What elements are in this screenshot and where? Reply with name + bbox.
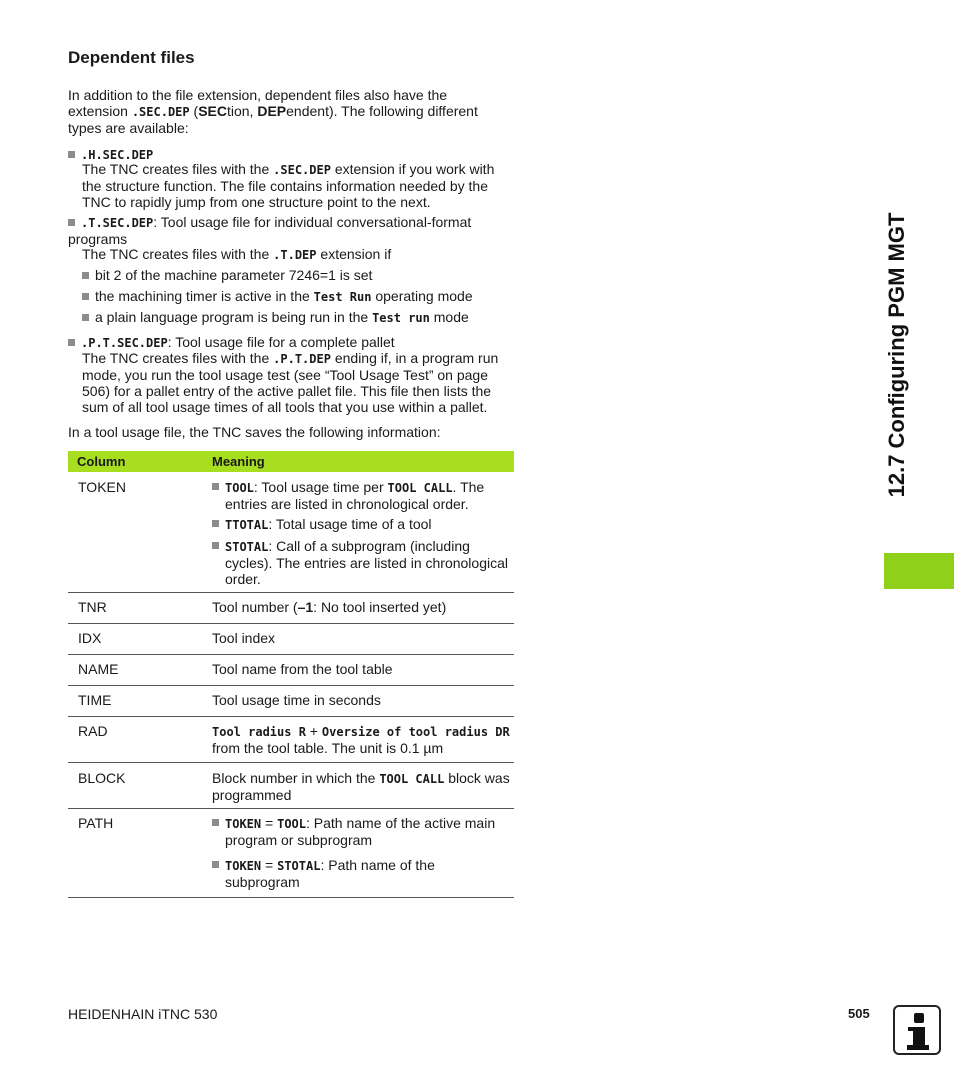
table-row: [68, 472, 514, 593]
cell-code: TOOL: [225, 481, 254, 495]
cell-text: : Path name of the active main program or subprogram: [225, 815, 496, 848]
bullet-square-icon: [68, 339, 75, 346]
bullet-square-icon: [68, 219, 75, 226]
list-item-p-t-sec: [68, 334, 395, 351]
cell-code: TOOL CALL: [387, 481, 453, 495]
intro-sec: SEC: [198, 103, 227, 119]
item-code: .T.DEP: [273, 248, 317, 262]
table-row: [68, 593, 514, 624]
meaning-bullet: [212, 857, 512, 890]
intro-paragraph: [68, 87, 508, 136]
cell-meaning: [212, 770, 512, 803]
bullet-square-icon: [212, 483, 219, 490]
cell-text: Block number in which the: [212, 770, 380, 786]
item-code: .P.T.DEP: [273, 352, 331, 366]
cell-text: from the tool table. The unit is 0.1 µm: [212, 740, 444, 756]
page-number: 505: [848, 1006, 870, 1021]
intro-text: endent). The following different types are available:: [68, 103, 478, 136]
cell-meaning: Tool name from the tool table: [212, 661, 393, 677]
sub-list-item: [82, 288, 473, 305]
cell-text: : Call of a subprogram (including cycles). The entries are listed in chronological order.: [225, 538, 508, 587]
cell-text: : Path name of the subprogram: [225, 857, 435, 890]
sub-list-item: [82, 267, 372, 283]
item-text: The TNC creates files with the: [82, 161, 274, 177]
cell-text: block was programmed: [212, 770, 510, 803]
cell-meaning: [212, 723, 512, 756]
intro-text: In addition to the file extension, dependent files also have the extension: [68, 87, 448, 119]
item-text: The TNC creates files with the: [82, 246, 274, 262]
cell-code: TOKEN: [225, 859, 262, 873]
item-text: The TNC creates files with the: [82, 350, 274, 366]
sub-item-code: Test run: [372, 311, 430, 325]
cell-text: =: [261, 857, 278, 873]
bullet-square-icon: [212, 861, 219, 868]
cell-code: Tool radius R: [212, 725, 306, 739]
cell-text: : Tool usage time per: [253, 479, 388, 495]
cell-text: : No tool inserted yet): [313, 599, 447, 615]
bullet-square-icon: [212, 542, 219, 549]
cell-text: Tool number (: [212, 599, 298, 615]
header-meaning: Meaning: [212, 453, 265, 469]
cell-code: Oversize of tool radius DR: [321, 725, 510, 739]
intro-text: (: [189, 103, 199, 119]
intro-code: .SEC.DEP: [131, 105, 190, 119]
chapter-tab-marker: [884, 553, 954, 589]
cell-meaning: [212, 599, 512, 615]
cell-text: =: [261, 815, 278, 831]
item-code: .T.SEC.DEP: [81, 216, 154, 230]
sub-list-item: [82, 309, 469, 326]
item-code: .SEC.DEP: [273, 163, 331, 177]
sub-item-text: mode: [429, 309, 469, 325]
cell-column: NAME: [78, 661, 119, 677]
table-row: [68, 809, 514, 898]
item-text: extension if: [316, 246, 392, 262]
info-icon: [893, 1005, 941, 1055]
cell-column: PATH: [78, 815, 114, 831]
bullet-square-icon: [212, 520, 219, 527]
cell-code: STOTAL: [225, 540, 269, 554]
table-row: [68, 763, 514, 809]
cell-code: TTOTAL: [225, 518, 269, 532]
item-text: extension if you work with the structure function. The file contains information needed by the TNC to rapidly jump from one structure point to the next.: [82, 161, 495, 210]
footer-brand: HEIDENHAIN iTNC 530: [68, 1006, 218, 1022]
cell-column: TOKEN: [78, 479, 126, 495]
meaning-bullet: [212, 516, 512, 533]
intro-text: tion,: [226, 103, 258, 119]
cell-column: RAD: [78, 723, 108, 739]
bullet-square-icon: [68, 151, 75, 158]
cell-column: BLOCK: [78, 770, 126, 786]
item-text: : Tool usage file for a complete pallet: [167, 334, 395, 350]
cell-text: . The entries are listed in chronological order.: [225, 479, 485, 512]
bullet-square-icon: [82, 272, 89, 279]
item-code: .H.SEC.DEP: [81, 148, 154, 162]
table-header: [68, 451, 514, 472]
cell-text: : Total usage time of a tool: [268, 516, 432, 532]
item-code: .P.T.SEC.DEP: [81, 336, 168, 350]
tool-usage-table: [68, 451, 514, 898]
list-item-h-sec-body: [82, 161, 512, 210]
cell-column: TNR: [78, 599, 107, 615]
sub-item-text: bit 2 of the machine parameter 7246=1 is set: [95, 267, 373, 283]
cell-meaning: [212, 479, 512, 587]
section-heading: Dependent files: [68, 48, 195, 67]
header-column: Column: [77, 453, 126, 469]
list-item-p-t-sec-body: [82, 350, 512, 415]
cell-code: TOOL: [277, 817, 306, 831]
table-row: [68, 686, 514, 717]
sub-item-text: a plain language program is being run in the: [95, 309, 373, 325]
table-row: [68, 717, 514, 763]
cell-column: IDX: [78, 630, 102, 646]
cell-meaning: Tool usage time in seconds: [212, 692, 381, 708]
cell-column: TIME: [78, 692, 112, 708]
bullet-square-icon: [82, 293, 89, 300]
meaning-bullet: [212, 815, 512, 848]
sub-item-code: Test Run: [313, 290, 372, 304]
info-icon-dot: [914, 1013, 924, 1023]
info-icon-base: [907, 1045, 929, 1050]
cell-code: TOKEN: [225, 817, 262, 831]
cell-meaning: Tool index: [212, 630, 276, 646]
list-item-t-sec: [68, 214, 508, 247]
bullet-square-icon: [82, 314, 89, 321]
cell-code: TOOL CALL: [379, 772, 445, 786]
table-row: [68, 655, 514, 686]
cell-bold: –1: [297, 599, 314, 615]
bullet-square-icon: [212, 819, 219, 826]
cell-text: +: [305, 723, 322, 739]
chapter-side-title: 12.7 Configuring PGM MGT: [884, 212, 909, 498]
cell-code: STOTAL: [277, 859, 321, 873]
table-intro: In a tool usage file, the TNC saves the following information:: [68, 424, 441, 440]
meaning-bullet: [212, 538, 512, 587]
cell-meaning: [212, 815, 512, 890]
item-text: ending if, in a program run mode, you run the tool usage test (see “Tool Usage Test” on page 506) for a pallet entry of the active pallet file. This file then lists the sum of all tool usage times of all tools that you use within a pallet.: [82, 350, 499, 415]
meaning-bullet: [212, 479, 512, 512]
sub-item-text: operating mode: [371, 288, 473, 304]
table-row: [68, 624, 514, 655]
list-item-t-sec-body: [82, 246, 512, 263]
sub-item-text: the machining timer is active in the: [95, 288, 314, 304]
intro-dep: DEP: [257, 103, 287, 119]
item-text: : Tool usage file for individual conversational-format programs: [68, 214, 472, 247]
